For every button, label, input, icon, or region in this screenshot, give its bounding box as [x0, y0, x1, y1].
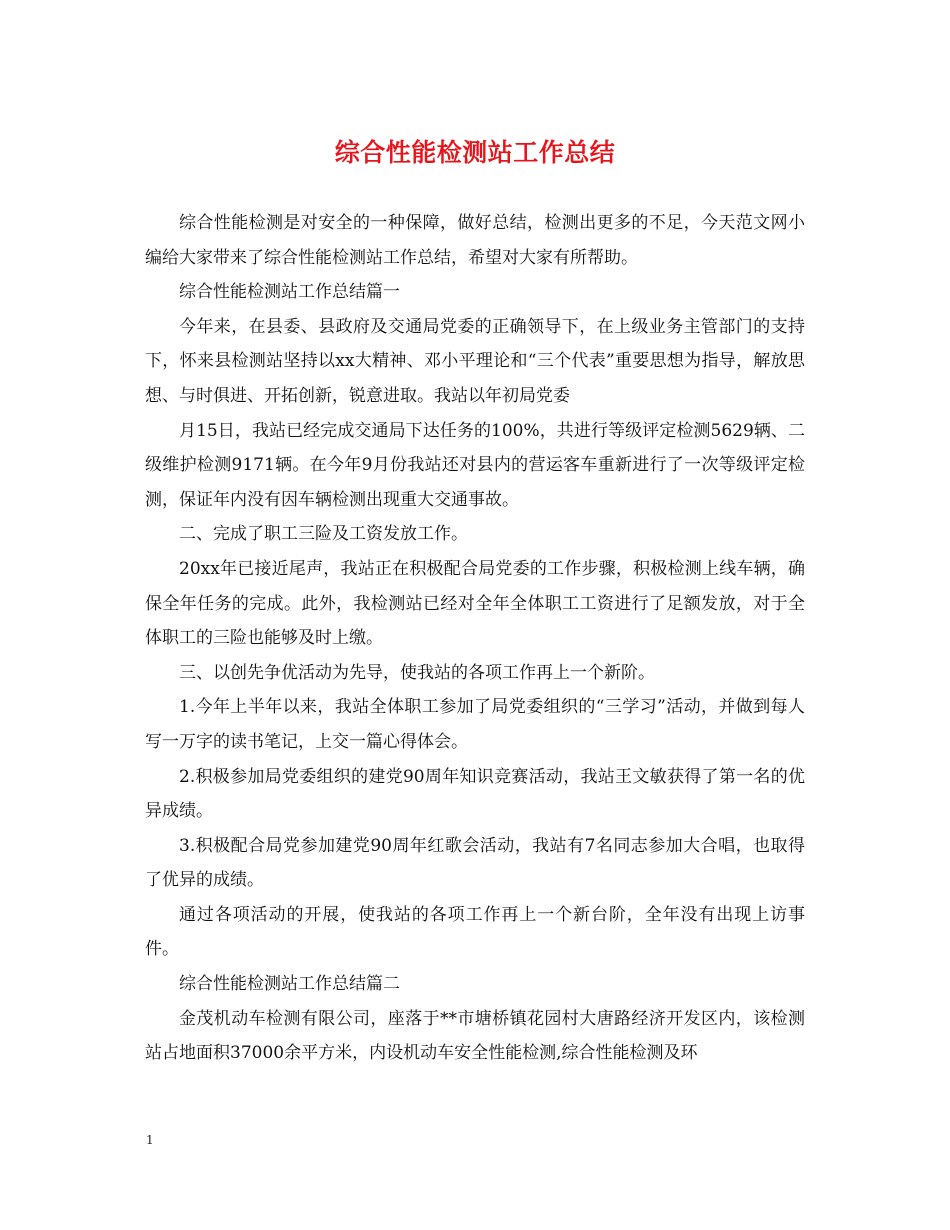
paragraph: 今年来，在县委、县政府及交通局党委的正确领导下，在上级业务主管部门的支持下，怀来县检测站坚持以xx大精神、邓小平理论和“三个代表”重要思想为指导，解放思想、与时俱进、开拓创新，锐意进取。我站以年初局党委: [145, 316, 805, 406]
page-number: 1: [146, 1133, 154, 1147]
document-title: 综合性能检测站工作总结: [334, 138, 616, 167]
section-heading-part-two: 综合性能检测站工作总结篇二: [179, 974, 400, 995]
paragraph: 金茂机动车检测有限公司，座落于**市塘桥镇花园村大唐路经济开发区内，该检测站占地面积37000余平方米，内设机动车安全性能检测,综合性能检测及环: [145, 1008, 805, 1064]
paragraph-intro: 综合性能检测是对安全的一种保障，做好总结，检测出更多的不足，今天范文网小编给大家带来了综合性能检测站工作总结，希望对大家有所帮助。: [145, 213, 805, 268]
paragraph: 月15日，我站已经完成交通局下达任务的100%，共进行等级评定检测5629辆、二级维护检测9171辆。在今年9月份我站还对县内的营运客车重新进行了一次等级评定检测，保证年内没有因车辆检测出现重大交通事故。: [145, 420, 805, 510]
list-item: 3.积极配合局党参加建党90周年红歌会活动，我站有7名同志参加大合唱，也取得了优异的成绩。: [145, 835, 805, 891]
section-heading-part-one: 综合性能检测站工作总结篇一: [179, 282, 400, 303]
paragraph: 通过各项活动的开展，使我站的各项工作再上一个新台阶，全年没有出现上访事件。: [145, 904, 805, 960]
list-item: 2.积极参加局党委组织的建党90周年知识竞赛活动，我站王文敏获得了第一名的优异成绩。: [145, 766, 805, 822]
paragraph: 二、完成了职工三险及工资发放工作。: [179, 524, 468, 545]
paragraph: 三、以创先争优活动为先导，使我站的各项工作再上一个新阶。: [179, 662, 655, 683]
document-body: [145, 206, 805, 1071]
paragraph: 20xx年已接近尾声，我站正在积极配合局党委的工作步骤，积极检测上线车辆，确保全年任务的完成。此外，我检测站已经对全年全体职工工资进行了足额发放，对于全体职工的三险也能够及时上缴。: [145, 558, 805, 649]
list-item: 1.今年上半年以来，我站全体职工参加了局党委组织的“三学习”活动，并做到每人写一万字的读书笔记，上交一篇心得体会。: [145, 697, 805, 752]
